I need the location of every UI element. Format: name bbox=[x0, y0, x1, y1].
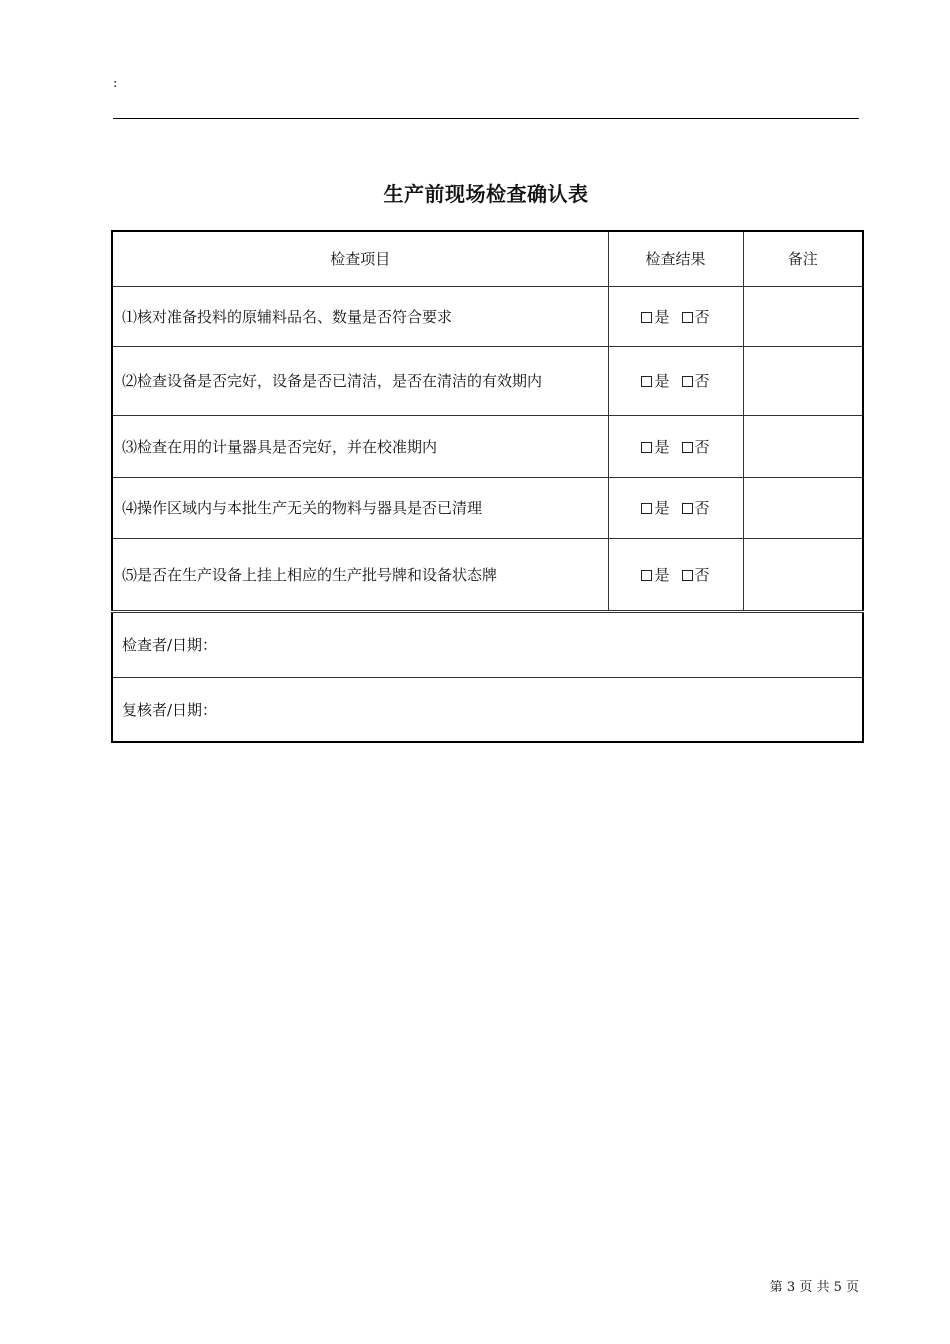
inspection-table bbox=[111, 230, 864, 743]
yes-label: 是 bbox=[654, 437, 670, 456]
page-title: 生产前现场检查确认表 bbox=[383, 182, 589, 206]
no-label: 否 bbox=[694, 499, 710, 517]
table-row bbox=[112, 415, 863, 477]
header-mark: : bbox=[113, 76, 118, 91]
checkbox-icon[interactable] bbox=[682, 312, 693, 323]
yes-option[interactable] bbox=[641, 497, 669, 518]
header-rule bbox=[113, 118, 859, 119]
yes-label: 是 bbox=[654, 565, 670, 584]
yes-label: 是 bbox=[654, 499, 670, 517]
checkbox-icon[interactable] bbox=[641, 570, 652, 581]
checkbox-icon[interactable] bbox=[682, 376, 693, 387]
check-item: ⑸是否在生产设备上挂上相应的生产批号牌和设备状态牌 bbox=[112, 538, 608, 611]
checker-signature-field[interactable]: 检查者/日期： bbox=[112, 611, 863, 677]
column-header-result: 检查结果 bbox=[608, 231, 743, 286]
no-label: 否 bbox=[694, 437, 710, 456]
remark-cell[interactable] bbox=[743, 346, 863, 415]
checkbox-icon[interactable] bbox=[641, 312, 652, 323]
check-result bbox=[608, 286, 743, 346]
table-row bbox=[112, 286, 863, 346]
no-option[interactable] bbox=[682, 370, 710, 391]
table-row bbox=[112, 538, 863, 611]
check-item: ⑴核对准备投料的原辅料品名、数量是否符合要求 bbox=[112, 286, 608, 346]
checkbox-icon[interactable] bbox=[682, 570, 693, 581]
reviewer-signature-row bbox=[112, 677, 863, 742]
yes-option[interactable] bbox=[641, 436, 669, 457]
check-item: ⑶检查在用的计量器具是否完好，并在校准期内 bbox=[112, 415, 608, 477]
checkbox-icon[interactable] bbox=[682, 442, 693, 453]
checker-signature-row bbox=[112, 611, 863, 677]
table-header-row bbox=[112, 231, 863, 286]
no-option[interactable] bbox=[682, 436, 710, 457]
yes-label: 是 bbox=[654, 307, 670, 326]
column-header-item: 检查项目 bbox=[112, 231, 608, 286]
check-result bbox=[608, 415, 743, 477]
yes-option[interactable] bbox=[641, 370, 669, 391]
yes-option[interactable] bbox=[641, 306, 669, 327]
no-option[interactable] bbox=[682, 564, 710, 585]
check-item: ⑷操作区域内与本批生产无关的物料与器具是否已清理 bbox=[112, 477, 608, 538]
checkbox-icon[interactable] bbox=[641, 442, 652, 453]
checkbox-icon[interactable] bbox=[682, 503, 693, 514]
yes-option[interactable] bbox=[641, 564, 669, 585]
no-option[interactable] bbox=[682, 497, 710, 518]
no-label: 否 bbox=[694, 372, 710, 390]
remark-cell[interactable] bbox=[743, 415, 863, 477]
remark-cell[interactable] bbox=[743, 477, 863, 538]
table-row bbox=[112, 477, 863, 538]
check-result bbox=[608, 477, 743, 538]
no-label: 否 bbox=[694, 307, 710, 326]
yes-label: 是 bbox=[654, 372, 670, 390]
page-number: 第 3 页 共 5 页 bbox=[769, 1280, 859, 1295]
reviewer-signature-field[interactable]: 复核者/日期： bbox=[112, 677, 863, 742]
column-header-remark: 备注 bbox=[743, 231, 863, 286]
no-option[interactable] bbox=[682, 306, 710, 327]
check-result bbox=[608, 538, 743, 611]
checkbox-icon[interactable] bbox=[641, 376, 652, 387]
remark-cell[interactable] bbox=[743, 286, 863, 346]
no-label: 否 bbox=[694, 565, 710, 584]
table-row bbox=[112, 346, 863, 415]
checkbox-icon[interactable] bbox=[641, 503, 652, 514]
remark-cell[interactable] bbox=[743, 538, 863, 611]
check-item: ⑵检查设备是否完好，设备是否已清洁，是否在清洁的有效期内 bbox=[112, 346, 608, 415]
check-result bbox=[608, 346, 743, 415]
